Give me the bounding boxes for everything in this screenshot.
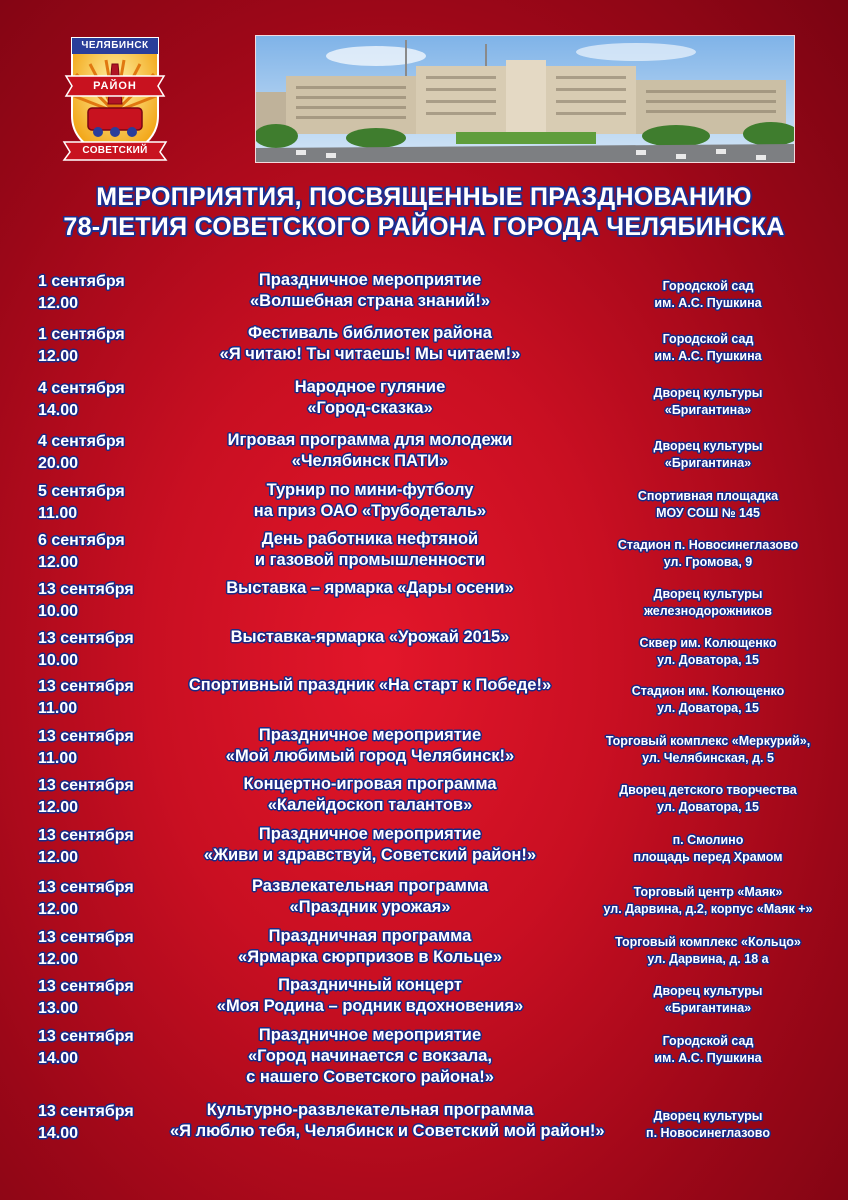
event-date: 13 сентября (38, 728, 134, 745)
event-name-line: «Город-сказка» (307, 399, 433, 417)
event-name (170, 725, 570, 767)
emblem-bottom-text: СОВЕТСКИЙ (82, 145, 148, 156)
event-row (0, 1098, 848, 1146)
event-name-line: Выставка – ярмарка «Дары осени» (226, 579, 514, 597)
event-time: 20.00 (38, 455, 79, 472)
event-row (0, 268, 848, 316)
event-name-line: «Я читаю! Ты читаешь! Мы читаем!» (219, 345, 521, 363)
event-name (170, 675, 570, 696)
event-place-line: Торговый комплекс «Меркурий», (605, 734, 811, 748)
event-date: 13 сентября (38, 879, 134, 896)
event-place-line: ул. Челябинская, д. 5 (642, 751, 774, 765)
event-name-line: Игровая программа для молодежи (227, 431, 513, 449)
event-name-line: «Мой любимый город Челябинск!» (225, 747, 515, 765)
event-date: 1 сентября (38, 273, 125, 290)
event-time: 12.00 (38, 295, 79, 312)
event-date: 4 сентября (38, 380, 125, 397)
event-time: 14.00 (38, 1050, 79, 1067)
event-name-line: Выставка-ярмарка «Урожай 2015» (230, 628, 510, 646)
event-name-line: Праздничная программа (268, 927, 472, 945)
event-row (0, 527, 848, 575)
event-place-line: Дворец культуры (653, 587, 763, 601)
event-place (588, 438, 828, 472)
event-date: 1 сентября (38, 326, 125, 343)
event-row (0, 321, 848, 369)
event-row (0, 673, 848, 721)
event-place-line: п. Смолино (672, 833, 744, 847)
event-time: 12.00 (38, 849, 79, 866)
event-place-line: им. А.С. Пушкина (654, 296, 762, 310)
event-row (0, 375, 848, 423)
event-row (0, 576, 848, 624)
event-place-line: площадь перед Храмом (633, 850, 783, 864)
event-date: 5 сентября (38, 483, 125, 500)
event-name (170, 377, 570, 419)
event-time: 14.00 (38, 402, 79, 419)
event-place (588, 385, 828, 419)
event-place (588, 683, 828, 717)
event-place-line: им. А.С. Пушкина (654, 1051, 762, 1065)
event-name (170, 529, 570, 571)
event-date: 13 сентября (38, 777, 134, 794)
event-time: 11.00 (38, 505, 78, 522)
event-place-line: Городской сад (662, 1034, 754, 1048)
title-line-2: 78-ЛЕТИЯ СОВЕТСКОГО РАЙОНА ГОРОДА ЧЕЛЯБИНСКА (63, 213, 785, 241)
event-time: 12.00 (38, 951, 79, 968)
event-date: 13 сентября (38, 827, 134, 844)
event-name-line: «Волшебная страна знаний!» (249, 292, 490, 310)
event-row (0, 478, 848, 526)
event-row (0, 822, 848, 870)
event-place-line: Стадион им. Колющенко (631, 684, 785, 698)
event-row (0, 428, 848, 476)
event-name-line: «Калейдоскоп талантов» (267, 796, 473, 814)
event-name-line: «Праздник урожая» (289, 898, 451, 916)
event-place (588, 884, 828, 918)
event-time: 12.00 (38, 554, 79, 571)
event-name (170, 323, 570, 365)
event-time: 14.00 (38, 1125, 79, 1142)
event-place-line: ул. Дарвина, д. 18 а (647, 952, 769, 966)
event-name (170, 480, 570, 522)
event-time: 13.00 (38, 1000, 79, 1017)
event-date: 13 сентября (38, 1103, 134, 1120)
panorama-graphic (256, 36, 795, 163)
event-place (588, 586, 828, 620)
event-name-line: Праздничное мероприятие (258, 726, 482, 744)
event-name-line: и газовой промышленности (254, 551, 486, 569)
event-name-line: «Я люблю тебя, Челябинск и Советский мой район!» (170, 1122, 605, 1140)
event-date: 13 сентября (38, 630, 134, 647)
event-row (0, 973, 848, 1021)
event-name (170, 876, 570, 918)
event-date: 13 сентября (38, 929, 134, 946)
event-name (170, 926, 570, 968)
event-name (170, 774, 570, 816)
event-place-line: МОУ СОШ № 145 (656, 506, 760, 520)
event-place-line: Торговый центр «Маяк» (633, 885, 783, 899)
event-row (0, 874, 848, 922)
event-place-line: Спортивная площадка (637, 489, 779, 503)
event-name-line: «Живи и здравствуй, Советский район!» (203, 846, 537, 864)
event-name (170, 824, 570, 866)
event-row (0, 772, 848, 820)
event-name-line: «Ярмарка сюрпризов в Кольце» (238, 948, 502, 966)
event-place (588, 331, 828, 365)
event-date: 13 сентября (38, 978, 134, 995)
event-name-line: «Город начинается с вокзала, (247, 1047, 493, 1065)
event-date: 13 сентября (38, 1028, 134, 1045)
event-time: 10.00 (38, 652, 79, 669)
emblem-graphic (62, 34, 168, 162)
event-date: 6 сентября (38, 532, 125, 549)
event-row (0, 723, 848, 771)
event-name-line: Народное гуляние (294, 378, 446, 396)
event-row (0, 924, 848, 972)
event-name-line: Концертно-игровая программа (243, 775, 497, 793)
event-place (588, 733, 828, 767)
event-place (588, 1108, 828, 1142)
event-place-line: им. А.С. Пушкина (654, 349, 762, 363)
emblem-ribbon-text: РАЙОН (93, 80, 137, 92)
event-place-line: п. Новосинеглазово (646, 1126, 770, 1140)
event-name-line: на приз ОАО «Трубодеталь» (253, 502, 487, 520)
emblem-top-text: ЧЕЛЯБИНСК (81, 40, 149, 51)
event-time: 11.00 (38, 750, 78, 767)
event-place-line: ул. Громова, 9 (663, 555, 753, 569)
event-time: 12.00 (38, 348, 79, 365)
event-time: 12.00 (38, 901, 79, 918)
event-time: 11.00 (38, 700, 78, 717)
event-place (588, 934, 828, 968)
event-place-line: Дворец культуры (653, 386, 763, 400)
event-name (170, 430, 570, 472)
event-name-line: Фестиваль библиотек района (248, 324, 492, 342)
district-emblem (62, 34, 168, 162)
event-place-line: ул. Доватора, 15 (657, 701, 759, 715)
event-place-line: Стадион п. Новосинеглазово (617, 538, 799, 552)
event-place-line: Городской сад (662, 279, 754, 293)
event-time: 10.00 (38, 603, 79, 620)
event-place-line: ул. Доватора, 15 (657, 653, 759, 667)
event-name-line: Праздничное мероприятие (258, 271, 482, 289)
event-name-line: Праздничное мероприятие (258, 1026, 482, 1044)
event-place (588, 635, 828, 669)
event-place-line: ул. Дарвина, д.2, корпус «Маяк +» (603, 902, 813, 916)
event-name-line: Праздничное мероприятие (258, 825, 482, 843)
poster-title (0, 182, 848, 242)
event-date: 4 сентября (38, 433, 125, 450)
event-name (170, 578, 570, 599)
event-place-line: Торговый комплекс «Кольцо» (615, 935, 801, 949)
event-place (588, 278, 828, 312)
event-place (588, 782, 828, 816)
event-place-line: железнодорожников (644, 604, 772, 618)
event-place-line: ул. Доватора, 15 (657, 800, 759, 814)
event-place (588, 537, 828, 571)
event-place (588, 1033, 828, 1067)
event-date: 13 сентября (38, 581, 134, 598)
event-row (0, 625, 848, 673)
event-row (0, 1023, 848, 1086)
event-place-line: Городской сад (662, 332, 754, 346)
event-place-line: Дворец культуры (653, 1109, 763, 1123)
event-place-line: Сквер им. Колющенко (639, 636, 777, 650)
event-place (588, 488, 828, 522)
event-date: 13 сентября (38, 678, 134, 695)
event-place-line: Дворец детского творчества (619, 783, 797, 797)
event-name-line: Спортивный праздник «На старт к Победе!» (188, 676, 552, 694)
event-name-line: Турнир по мини-футболу (266, 481, 474, 499)
event-name-line: Развлекательная программа (251, 877, 489, 895)
event-place-line: «Бригантина» (664, 456, 752, 470)
event-name-line: Праздничный концерт (278, 976, 462, 994)
event-name-line: с нашего Советского района!» (246, 1068, 494, 1086)
event-place-line: Дворец культуры (653, 984, 763, 998)
district-panorama-photo (255, 35, 795, 163)
title-line-1: МЕРОПРИЯТИЯ, ПОСВЯЩЕННЫЕ ПРАЗДНОВАНИЮ (96, 183, 752, 211)
event-place (588, 983, 828, 1017)
event-name-line: «Моя Родина – родник вдохновения» (216, 997, 524, 1015)
event-place (588, 832, 828, 866)
event-name-line: День работника нефтяной (261, 530, 479, 548)
event-name (170, 1100, 605, 1142)
event-name (170, 1025, 570, 1088)
event-place-line: «Бригантина» (664, 403, 752, 417)
event-name-line: «Челябинск ПАТИ» (291, 452, 449, 470)
event-name-line: Культурно-развлекательная программа (206, 1101, 534, 1119)
event-place-line: «Бригантина» (664, 1001, 752, 1015)
event-place-line: Дворец культуры (653, 439, 763, 453)
event-name (170, 627, 570, 648)
event-time: 12.00 (38, 799, 79, 816)
event-name (170, 270, 570, 312)
event-name (170, 975, 570, 1017)
